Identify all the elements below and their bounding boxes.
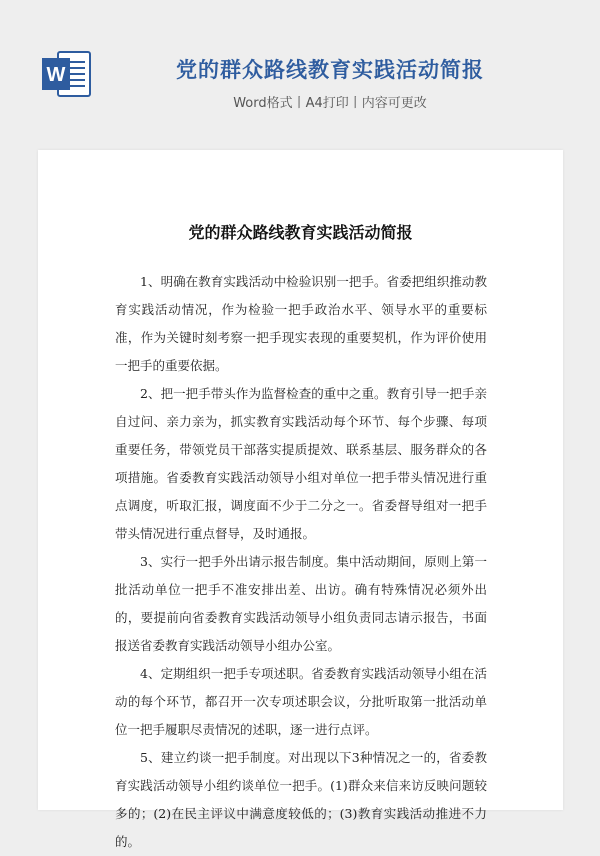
word-icon-letter: W (46, 64, 66, 86)
document-body (115, 268, 487, 856)
paragraph-1: 1、明确在教育实践活动中检验识别一把手。省委把组织推动教育实践活动情况，作为检验一把手政治水平、领导水平的重要标准，作为关键时刻考察一把手现实表现的重要契机，作为评价使用一把手的重要依据。 (115, 274, 487, 373)
paragraph-3: 3、实行一把手外出请示报告制度。集中活动期间，原则上第一批活动单位一把手不准安排出差、出访。确有特殊情况必须外出的，要提前向省委教育实践活动领导小组负责同志请示报告，书面报送省委教育实践活动领导小组办公室。 (115, 554, 487, 653)
header (0, 0, 600, 150)
document-title: 党的群众路线教育实践活动简报 (188, 223, 413, 242)
page-title: 党的群众路线教育实践活动简报 (176, 58, 484, 82)
paragraph-4: 4、定期组织一把手专项述职。省委教育实践活动领导小组在活动的每个环节，都召开一次专项述职会议，分批听取第一批活动单位一把手履职尽责情况的述职，逐一进行点评。 (115, 666, 487, 737)
page-subtitle: Word格式丨A4打印丨内容可更改 (233, 96, 427, 111)
paragraph-2: 2、把一把手带头作为监督检查的重中之重。教育引导一把手亲自过问、亲力亲为，抓实教育实践活动每个环节、每个步骤、每项重要任务，带领党员干部落实提质提效、联系基层、服务群众的各项措施。省委教育实践活动领导小组对单位一把手带头情况进行重点调度，听取汇报，调度面不少于二分之一。省委督导组对一把手带头情况进行重点督导，及时通报。 (115, 386, 487, 541)
document-page (38, 150, 563, 849)
paragraph-5: 5、建立约谈一把手制度。对出现以下3种情况之一的，省委教育实践活动领导小组约谈单位一把手。(1)群众来信来访反映问题较多的；(2)在民主评议中满意度较低的；(3)教育实践活动推进不力的。 (115, 750, 487, 849)
word-document-icon (40, 48, 92, 100)
